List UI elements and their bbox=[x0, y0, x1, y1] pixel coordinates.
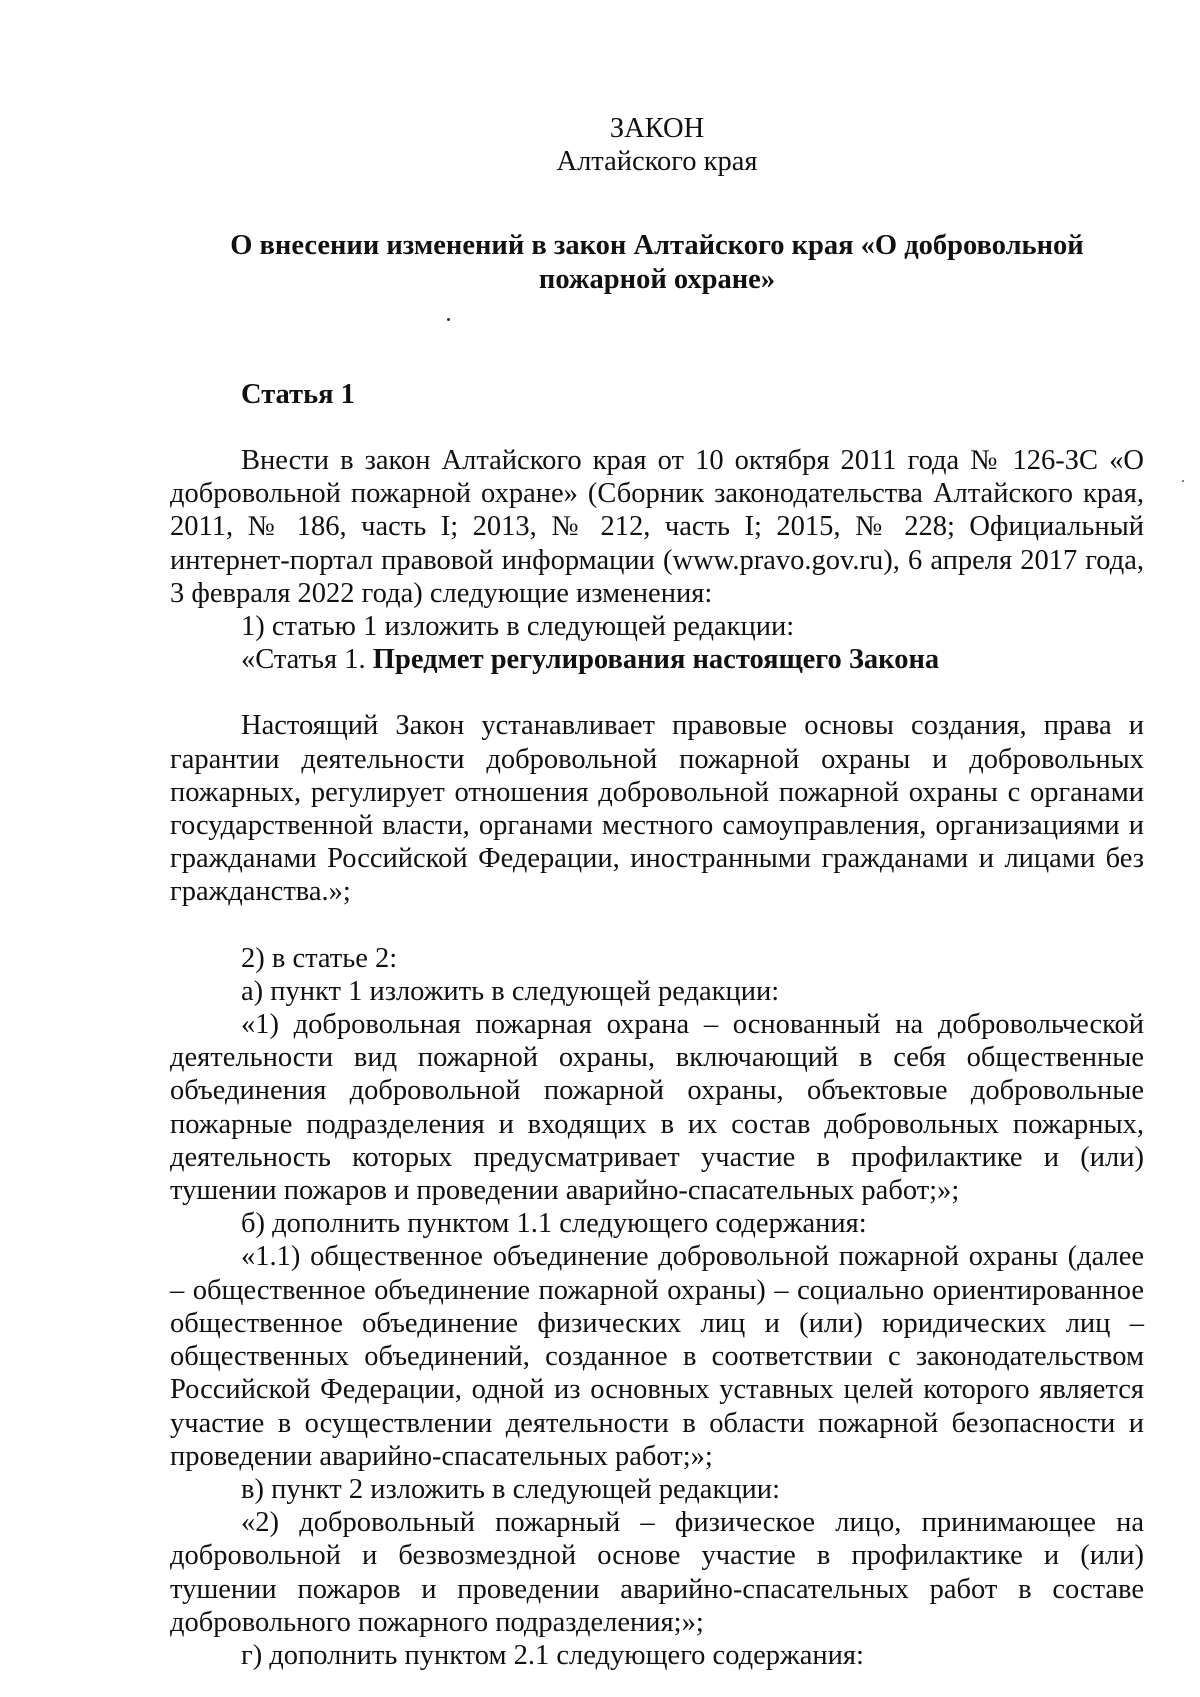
paragraph-item-2: 2) в статье 2: bbox=[241, 942, 398, 974]
paragraph-intro: Внести в закон Алтайского края от 10 октября 2011 года № 126-ЗС «О добровольной пожарной охране» (Сборник законодательства Алтайского края, 2011, № 186, часть I; 2013, № 212, часть I; 2015, № 228; Официальный интернет-портал правовой информации (www.pravo.gov.ru), 6 апреля 2017 года, 3 февраля 2022 года) следующие изменения: bbox=[170, 445, 1144, 609]
paragraph-definition-1: «1) добровольная пожарная охрана – основанный на добровольческой деятельности вид пожарной охраны, включающий в себя общественные объединения добровольной пожарной охраны, объектовые добровольные пожарные подразделения и входящих в их состав добровольных пожарных, деятельность которых предусматривает участие в профилактике и (или) тушении пожаров и проведении аварийно-спасательных работ;»; bbox=[170, 1009, 1144, 1207]
paragraph-sub-v: в) пункт 2 изложить в следующей редакции: bbox=[241, 1473, 780, 1505]
document-body bbox=[170, 112, 1144, 1672]
scan-speck bbox=[1182, 480, 1184, 482]
paragraph-sub-b: б) дополнить пунктом 1.1 следующего содержания: bbox=[241, 1208, 867, 1240]
paragraph-subject: Настоящий Закон устанавливает правовые основы создания, права и гарантии деятельности добровольной пожарной охраны и добровольных пожарных, регулирует отношения добровольной пожарной охраны с органами государственной власти, органами местного самоуправления, организациями и гражданами Российской Федерации, иностранными гражданами и лицами без гражданства.»; bbox=[170, 710, 1144, 908]
article-1-prefix: «Статья 1. bbox=[241, 644, 373, 676]
paragraph-item-1: 1) статью 1 изложить в следующей редакции: bbox=[241, 611, 795, 643]
document-title: ЗАКОН bbox=[609, 113, 705, 144]
paragraph-definition-2: «2) добровольный пожарный – физическое лицо, принимающее на добровольной и безвозмездной основе участие в профилактике и (или) тушении пожаров и проведении аварийно-спасательных работ в составе добровольного пожарного подразделения;»; bbox=[170, 1507, 1144, 1638]
document-subtitle: Алтайского края bbox=[556, 146, 758, 178]
paragraph-sub-a: а) пункт 1 изложить в следующей редакции: bbox=[241, 975, 780, 1007]
article-1-bold-title: Предмет регулирования настоящего Закона bbox=[372, 644, 940, 676]
document-heading: О внесении изменений в закон Алтайского края «О добровольной пожарной охране» bbox=[230, 230, 1084, 295]
paragraph-sub-g: г) дополнить пунктом 2.1 следующего содержания: bbox=[241, 1639, 864, 1671]
paragraph-definition-1-1: «1.1) общественное объединение добровольной пожарной охраны (далее – общественное объединение пожарной охраны) – социально ориентированное общественное объединение физических лиц и (или) юридических лиц – общественных объединений, созданное в соответствии с законодательством Российской Федерации, одной из основных уставных целей которого является участие в осуществлении деятельности в области пожарной безопасности и проведении аварийно-спасательных работ;»; bbox=[170, 1241, 1144, 1472]
paragraph-article-1-title bbox=[170, 643, 1144, 676]
article-title: Статья 1 bbox=[241, 378, 355, 410]
